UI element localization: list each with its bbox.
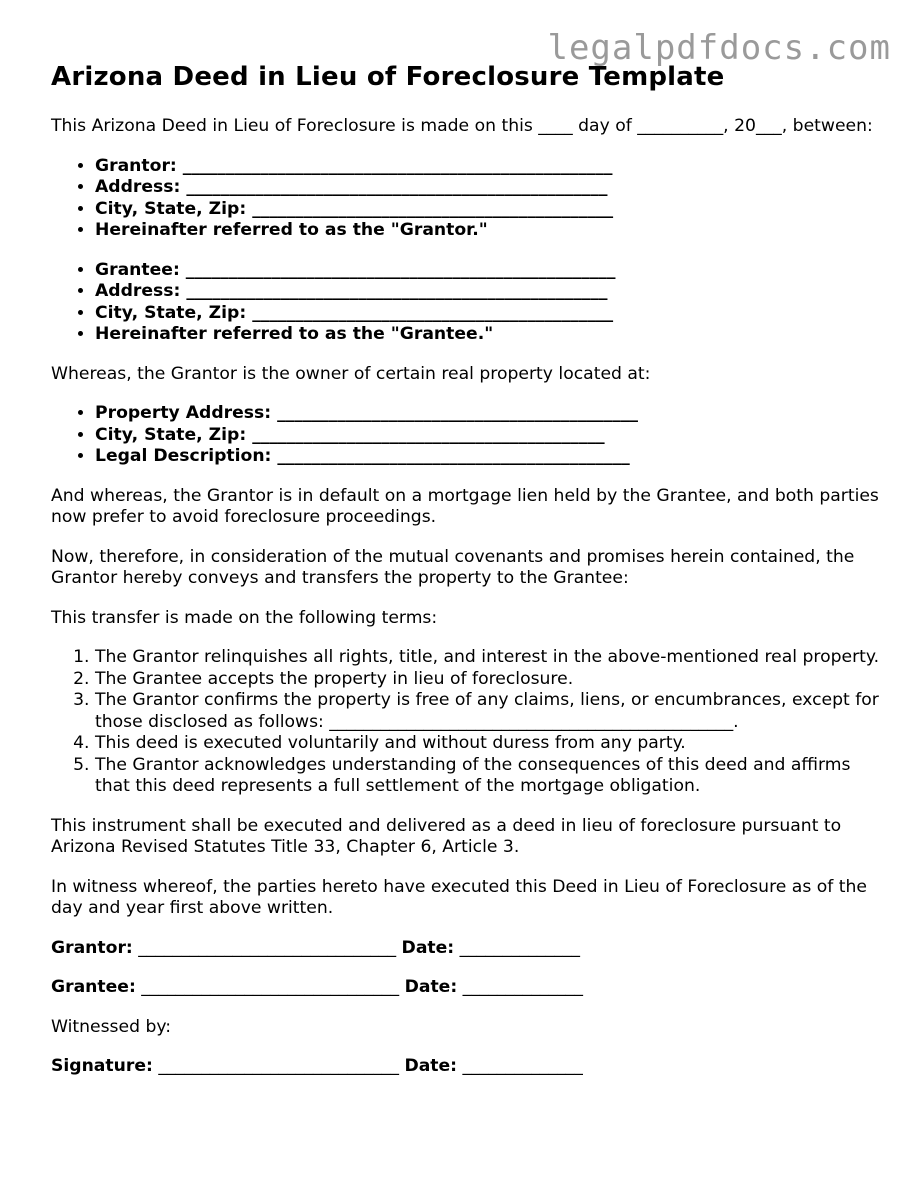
- list-item: • City, State, Zip: __________________________________________: [95, 303, 881, 325]
- grantee-date-label: Date:: [404, 977, 458, 997]
- statute-paragraph: This instrument shall be executed and delivered as a deed in lieu of foreclosure pursuant to Arizona Revised Statutes Title 33, Chapter 6, Article 3.: [51, 815, 842, 857]
- grantee-signature-blank: ______________________________: [141, 977, 400, 997]
- list-item: • Property Address: __________________________________________: [95, 403, 881, 425]
- term-item: 5. The Grantor acknowledges understanding of the consequences of this deed and affirms that this deed represents a full settlement of the mortgage obligation.: [95, 755, 881, 798]
- witness-date-label: Date:: [404, 1056, 458, 1076]
- list-item: • Legal Description: _________________________________________: [95, 446, 881, 468]
- grantee-signature-line: [51, 977, 881, 999]
- document-body: [51, 116, 881, 1096]
- witness-signature-line: [51, 1056, 881, 1078]
- term-item: 1. The Grantor relinquishes all rights, title, and interest in the above-mentioned real property.: [95, 647, 881, 669]
- witness-signature-blank: ____________________________: [158, 1056, 399, 1076]
- grantor-list: [51, 156, 881, 242]
- term-item: 3. The Grantor confirms the property is free of any claims, liens, or encumbrances, except for those disclosed as follows: _______________________________________________.: [95, 690, 881, 733]
- grantor-date-label: Date:: [401, 937, 455, 958]
- whereas-default-paragraph: And whereas, the Grantor is in default on a mortgage lien held by the Grantee, and both parties now prefer to avoid foreclosure proceedings.: [51, 485, 879, 527]
- whereas-owner-paragraph: Whereas, the Grantor is the owner of certain real property located at:: [51, 363, 651, 384]
- list-item: • Address: _________________________________________________: [95, 177, 881, 199]
- grantor-label: Grantor:: [51, 937, 133, 958]
- watermark: legalpdfdocs.com: [547, 28, 891, 68]
- grantor-signature-blank: ______________________________: [138, 937, 397, 958]
- property-list: [51, 403, 881, 468]
- terms-list: [51, 647, 881, 798]
- document-title: Arizona Deed in Lieu of Foreclosure Template: [51, 62, 725, 92]
- list-item: • Address: _________________________________________________: [95, 281, 881, 303]
- witnessed-by-label: Witnessed by:: [51, 1016, 172, 1037]
- now-therefore-paragraph: Now, therefore, in consideration of the mutual covenants and promises herein contained, the Grantor hereby conveys and transfers the property to the Grantee:: [51, 546, 855, 588]
- list-item: • Grantor: __________________________________________________: [95, 156, 881, 178]
- witness-whereof-paragraph: In witness whereof, the parties hereto have executed this Deed in Lieu of Foreclosure as of the day and year first above written.: [51, 876, 867, 918]
- term-item: 4. This deed is executed voluntarily and without duress from any party.: [95, 733, 881, 755]
- list-item: • Hereinafter referred to as the "Grantee.": [95, 324, 881, 346]
- term-item: 2. The Grantee accepts the property in lieu of foreclosure.: [95, 669, 881, 691]
- grantee-label: Grantee:: [51, 977, 136, 997]
- list-item: • Hereinafter referred to as the "Grantor.": [95, 220, 881, 242]
- intro-paragraph: This Arizona Deed in Lieu of Foreclosure is made on this ____ day of __________, 20___, between:: [51, 116, 873, 136]
- list-item: • City, State, Zip: __________________________________________: [95, 199, 881, 221]
- grantee-date-blank: ______________: [462, 977, 583, 997]
- list-item: • City, State, Zip: _________________________________________: [95, 425, 881, 447]
- grantor-date-blank: ______________: [459, 937, 580, 958]
- list-item: • Grantee: __________________________________________________: [95, 260, 881, 282]
- signature-label: Signature:: [51, 1056, 153, 1076]
- witness-date-blank: ______________: [462, 1056, 583, 1076]
- grantor-signature-line: [51, 938, 881, 960]
- grantee-list: [51, 260, 881, 346]
- terms-intro-paragraph: This transfer is made on the following terms:: [51, 607, 438, 628]
